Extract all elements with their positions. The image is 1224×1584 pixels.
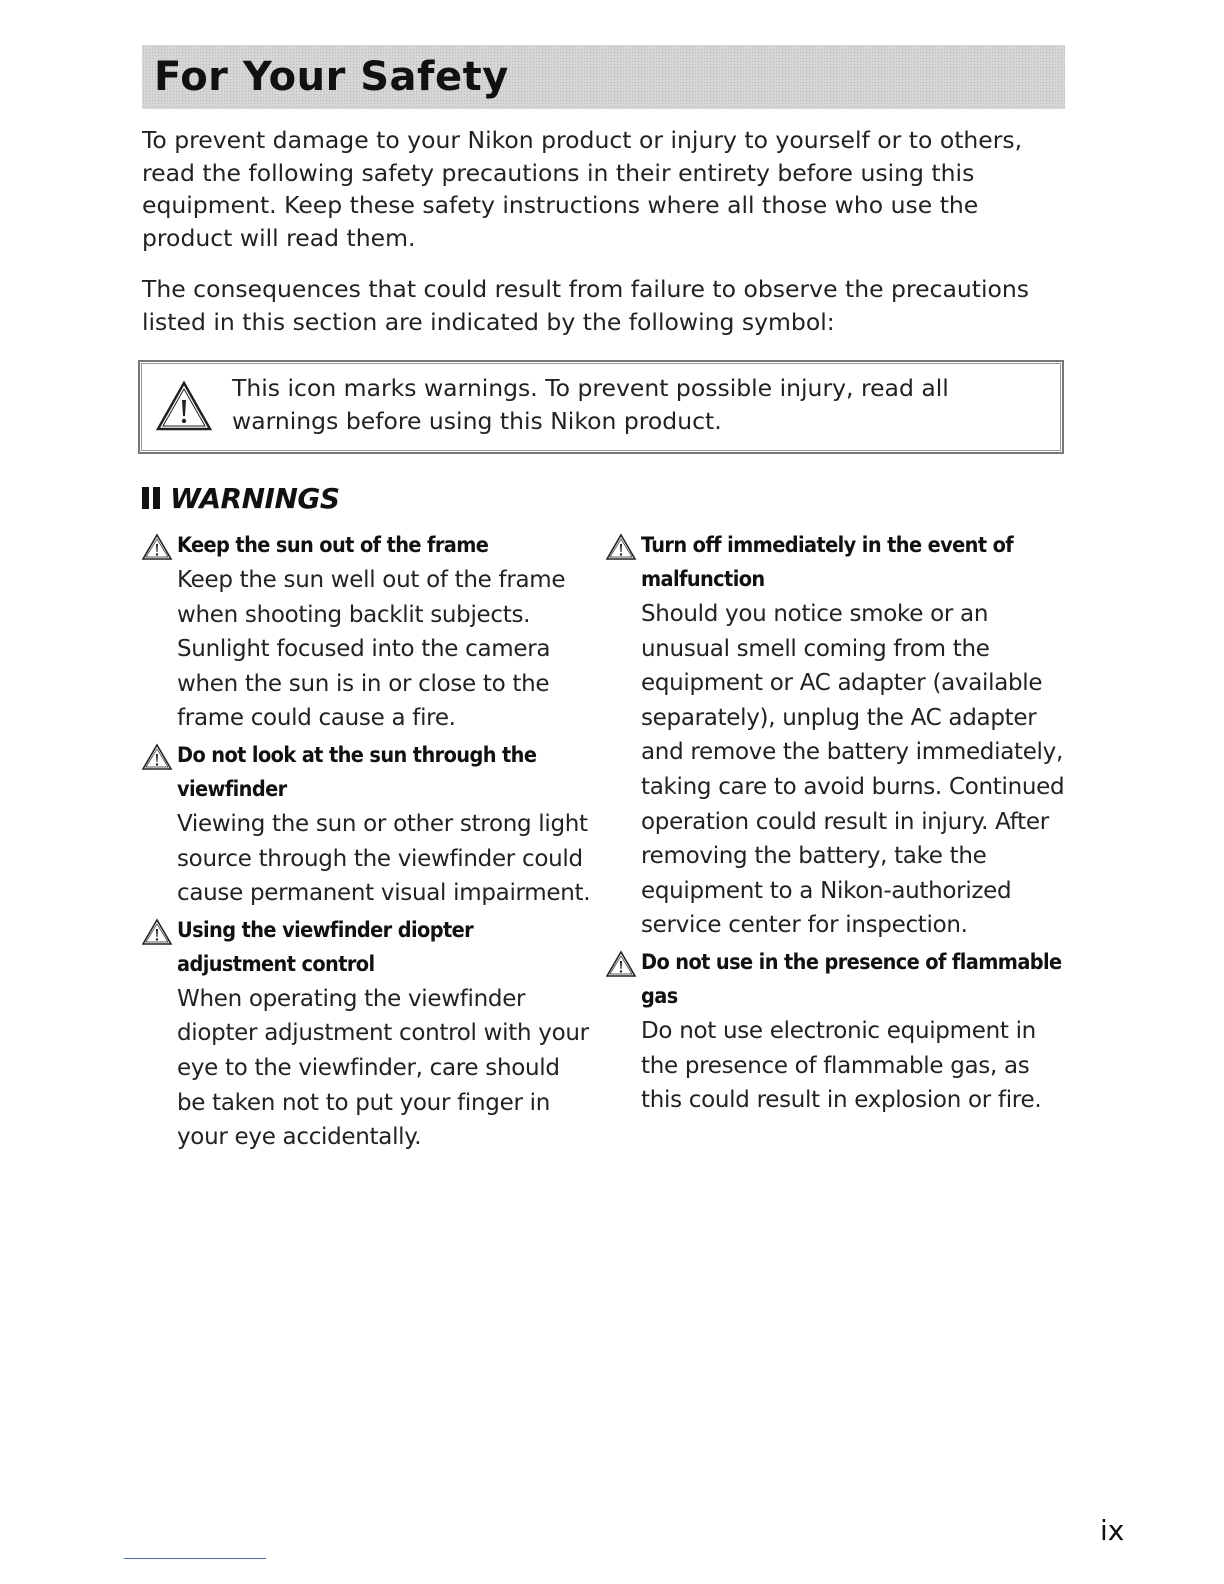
- page-number: ix: [1100, 1514, 1125, 1547]
- warnings-left-column: [142, 533, 592, 1162]
- intro-paragraph: To prevent damage to your Nikon product or injury to yourself or to others, read the following safety precautions in their entirety before using this equipment. Keep these safety instructions where all those who use the product will read them.: [142, 126, 1023, 252]
- page-title: For Your Safety: [154, 54, 509, 100]
- warnings-heading: [142, 478, 340, 518]
- symbol-explanation-paragraph: The consequences that could result from failure to observe the precautions listed in this section are indicated by the following symbol:: [142, 275, 1030, 336]
- warning-symbol-notice: [138, 360, 1064, 454]
- warning-title: Do not look at the sun through the viewfinder: [177, 742, 537, 802]
- warning-body: Keep the sun well out of the frame when shooting backlit subjects. Sunlight focused into the camera when the sun is in or close to the frame could cause a fire.: [177, 567, 566, 732]
- warning-triangle-icon: [155, 380, 213, 432]
- warning-body: Do not use electronic equipment in the presence of flammable gas, as this could result in explosion or fire.: [641, 1017, 1042, 1114]
- section-title: WARNINGS: [170, 481, 340, 515]
- warning-item: [142, 918, 592, 1155]
- notice-text: This icon marks warnings. To prevent possible injury, read all warnings before using this Nikon product.: [232, 374, 949, 435]
- warning-item: [606, 950, 1066, 1118]
- warning-title: Do not use in the presence of flammable gas: [641, 949, 1062, 1009]
- warning-title: Turn off immediately in the event of malfunction: [641, 533, 1014, 592]
- warning-title: Keep the sun out of the frame: [177, 533, 489, 558]
- heading-bars-icon: [142, 487, 160, 509]
- warning-triangle-icon: [142, 533, 175, 561]
- warning-triangle-icon: [142, 743, 175, 771]
- warning-triangle-icon: [606, 533, 639, 561]
- warning-triangle-icon: [606, 950, 639, 978]
- warning-body: When operating the viewfinder diopter adjustment control with your eye to the viewfinder, care should be taken not to put your finger in your eye accidentally.: [177, 985, 589, 1151]
- warning-body: Should you notice smoke or an unusual smell coming from the equipment or AC adapter (available separately), unplug the AC adapter and remove the battery immediately, taking care to avoid burns. Continued operation could result in injury. After removing the battery, take the equipment to a Nikon-authorized service center for inspection.: [641, 601, 1065, 939]
- warning-title: Using the viewfinder diopter adjustment control: [177, 917, 474, 977]
- footer-rule: [124, 1558, 266, 1559]
- warning-item: [142, 743, 592, 911]
- warning-item: [606, 533, 1066, 943]
- warning-body: Viewing the sun or other strong light source through the viewfinder could cause permanent visual impairment.: [177, 810, 591, 907]
- warning-triangle-icon: [142, 918, 175, 946]
- warning-item: [142, 533, 592, 736]
- warnings-right-column: [606, 533, 1066, 1125]
- title-banner: [142, 45, 1065, 109]
